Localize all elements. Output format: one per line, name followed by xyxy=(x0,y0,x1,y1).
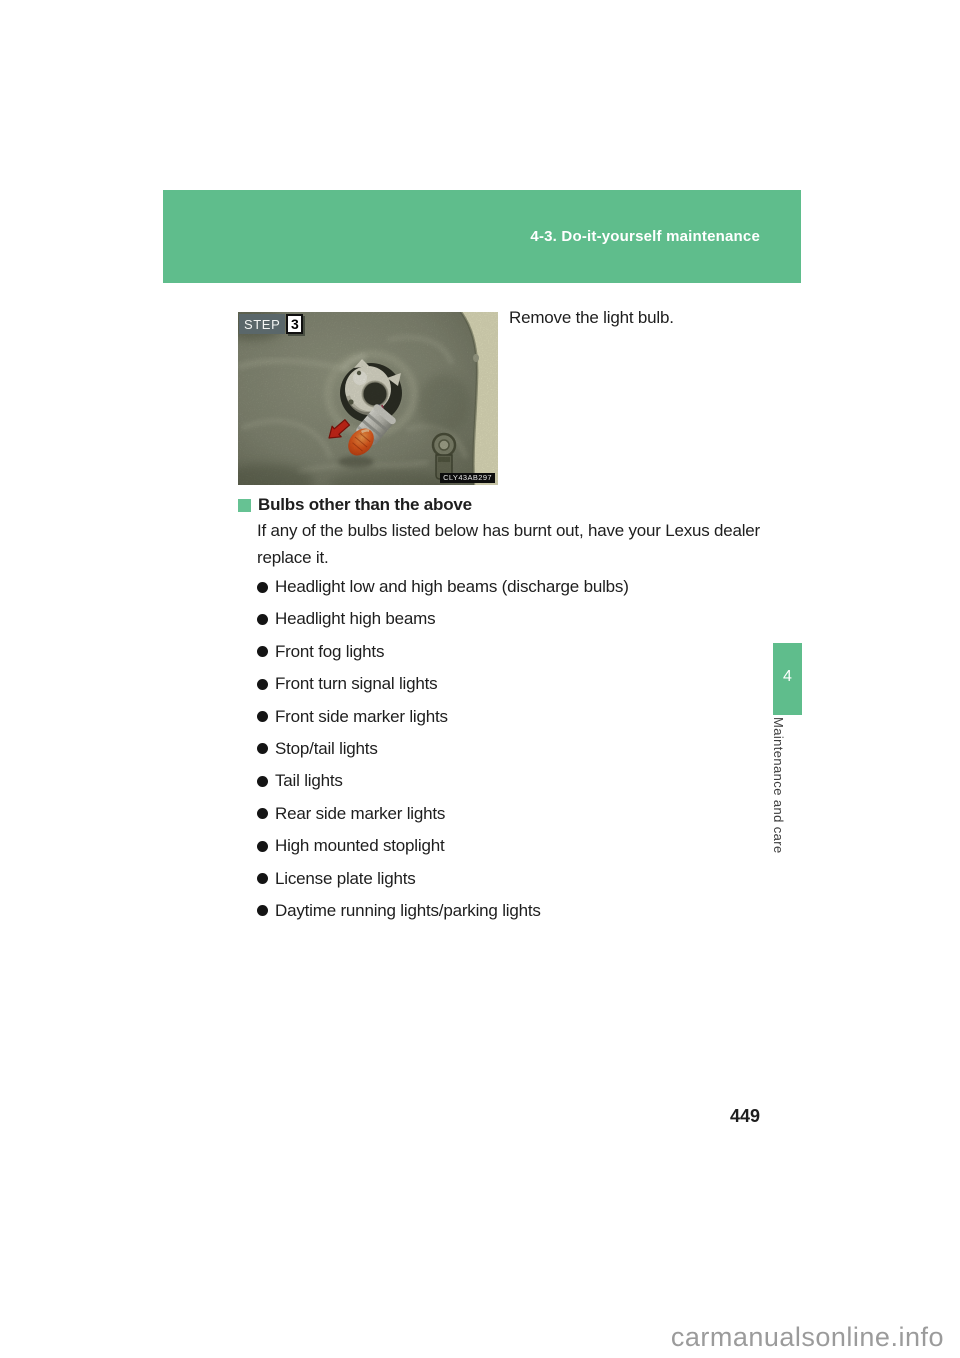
list-item: Headlight high beams xyxy=(257,609,629,629)
step-label: STEP xyxy=(239,314,285,334)
bullet-icon xyxy=(257,743,268,754)
green-square-icon xyxy=(238,499,251,512)
page-number: 449 xyxy=(729,1106,760,1126)
chapter-number-badge xyxy=(773,643,802,715)
body-line-2: replace it. xyxy=(257,548,329,567)
list-item: Stop/tail lights xyxy=(257,739,629,759)
list-item: Front side marker lights xyxy=(257,707,629,727)
bullet-icon xyxy=(257,905,268,916)
list-item: Tail lights xyxy=(257,771,629,791)
trunk-trim-photo xyxy=(238,312,498,485)
section-title: Bulbs other than the above xyxy=(258,495,472,514)
step-badge xyxy=(239,314,303,334)
bullet-icon xyxy=(257,711,268,722)
section-body xyxy=(257,517,760,571)
bullet-icon xyxy=(257,776,268,787)
bulb-list xyxy=(257,577,629,933)
bullet-icon xyxy=(257,873,268,884)
bullet-icon xyxy=(257,582,268,593)
chapter-number: 4 xyxy=(783,668,792,685)
figure-caption: Remove the light bulb. xyxy=(509,308,674,327)
bullet-icon xyxy=(257,841,268,852)
bullet-icon xyxy=(257,614,268,625)
step-number: 3 xyxy=(286,314,303,334)
section-heading xyxy=(238,495,472,515)
bullet-icon xyxy=(257,679,268,690)
list-item: Front turn signal lights xyxy=(257,674,629,694)
body-line-1: If any of the bulbs listed below has burnt out, have your Lexus dealer xyxy=(257,521,760,540)
watermark: carmanualsonline.info xyxy=(670,1322,944,1352)
list-item: License plate lights xyxy=(257,869,629,889)
section-header-bar xyxy=(163,190,801,283)
section-header-title: 4-3. Do-it-yourself maintenance xyxy=(530,228,760,245)
list-item: Headlight low and high beams (discharge bulbs) xyxy=(257,577,629,597)
bullet-icon xyxy=(257,646,268,657)
step-figure xyxy=(238,312,498,485)
list-item: Daytime running lights/parking lights xyxy=(257,901,629,921)
photo-code-label: CLY43AB297 xyxy=(440,473,495,483)
bullet-icon xyxy=(257,808,268,819)
list-item: Front fog lights xyxy=(257,642,629,662)
chapter-title-vertical: Maintenance and care xyxy=(771,717,786,854)
list-item: High mounted stoplight xyxy=(257,836,629,856)
list-item: Rear side marker lights xyxy=(257,804,629,824)
